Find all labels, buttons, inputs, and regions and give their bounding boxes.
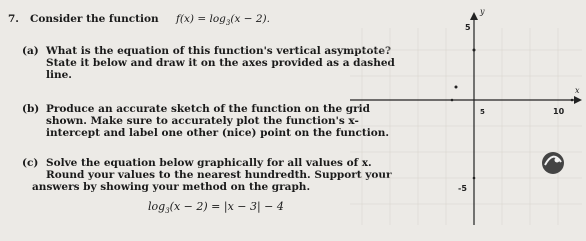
part-a-line3: line.: [46, 69, 72, 81]
part-a-line2: State it below and draw it on the axes provided as a dashed: [46, 57, 395, 69]
tick-dot-x-right: [571, 99, 574, 102]
part-b-line2: shown. Make sure to accurately plot the function's x-: [46, 115, 359, 127]
tick-dot-x-left: [451, 99, 454, 102]
tick-label-x-right: 10: [553, 107, 565, 116]
part-c-line1: Solve the equation below graphically for all values of x.: [46, 157, 372, 169]
x-axis-arrow: [574, 96, 582, 104]
question-number: 7.: [8, 13, 19, 25]
page-curl-icon: [542, 152, 564, 174]
equation-log: log: [148, 200, 166, 213]
part-a-line1: What is the equation of this function's vertical asymptote?: [46, 45, 392, 57]
tick-label-y-top: 5: [465, 23, 471, 32]
function-base: 3: [225, 19, 231, 28]
y-axis-arrow: [470, 12, 478, 20]
equation-arg: (x − 2) = |x − 3| − 4: [169, 200, 284, 213]
part-b-line1: Produce an accurate sketch of the function on the grid: [46, 103, 370, 115]
tick-dot-upper: [455, 86, 458, 89]
function-text: f(x) = log: [176, 13, 226, 25]
tick-label-y-bottom: -5: [458, 184, 467, 193]
grid-lines: [350, 28, 582, 225]
part-c-label: (c): [22, 157, 39, 169]
part-b-label: (b): [22, 103, 40, 115]
part-b-line3: intercept and label one other (nice) point on the function.: [46, 127, 390, 139]
tick-dot-y-bottom: [473, 177, 476, 180]
equation-base: 3: [165, 207, 170, 216]
x-axis-label: x: [575, 86, 580, 95]
part-c-line3: answers by showing your method on the graph.: [32, 181, 311, 193]
y-axis-label: y: [480, 7, 485, 16]
tick-dot-y-top: [473, 49, 476, 52]
question-intro: Consider the function: [30, 13, 159, 25]
tick-label-x-left: 5: [480, 108, 485, 116]
part-a-label: (a): [22, 45, 39, 57]
function-end: .: [266, 13, 270, 25]
function-arg: (x − 2): [230, 13, 267, 25]
part-c-line2: Round your values to the nearest hundredth. Support your: [46, 169, 392, 181]
